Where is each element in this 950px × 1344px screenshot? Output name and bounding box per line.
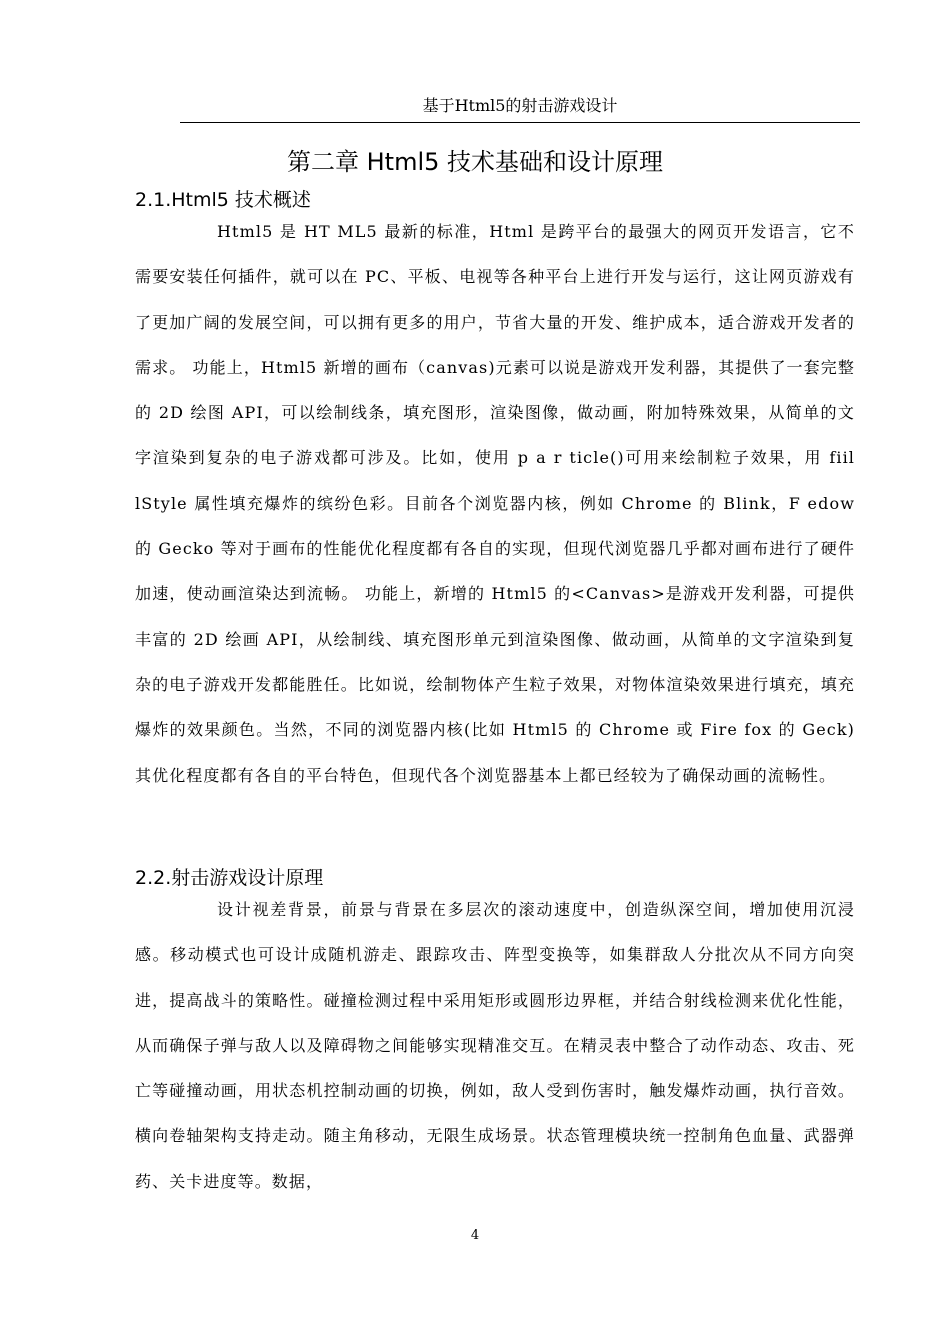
chapter-title: 第二章 Html5 技术基础和设计原理 xyxy=(286,148,664,176)
running-header: 基于Html5的射击游戏设计 xyxy=(180,92,860,123)
page-number: 4 xyxy=(470,1228,480,1243)
section-title-2-1: 2.1.Html5 技术概述 xyxy=(135,189,311,211)
section-body-2-1: Html5 是 HT ML5 最新的标准，Html 是跨平台的最强大的网页开发语言，它不需要安装任何插件，就可以在 PC、平板、电视等各种平台上进行开发与运行，这让网页游戏有了更加广阔的发展空间，可以拥有更多的用户，节省大量的开发、维护成本，适合游戏开发者的需求。 功能上，Html5 新增的画布（canvas)元素可以说是游戏开发利器，其提供了一套完整的 2D 绘图 API，可以绘制线条，填充图形，渲染图像，做动画，附加特殊效果，从简单的文字渲染到复杂的电子游戏都可涉及。比如，使用 p a r ticle()可用来绘制粒子效果，用 fiil lStyle 属性填充爆炸的缤纷色彩。目前各个浏览器内核，例如 Chrome 的 Blink，F edow 的 Gecko 等对于画布的性能优化程度都有各自的实现，但现代浏览器几乎都对画布进行了硬件加速，使动画渲染达到流畅。 功能上，新增的 Html5 的<Canvas>是游戏开发利器，可提供丰富的 2D 绘画 API，从绘制线、填充图形单元到渲染图像、做动画，从简单的文字渲染到复杂的电子游戏开发都能胜任。比如说，绘制物体产生粒子效果，对物体渲染效果进行填充，填充爆炸的效果颜色。当然，不同的浏览器内核(比如 Html5 的 Chrome 或 Fire fox 的 Geck)其优化程度都有各自的平台特色，但现代各个浏览器基本上都已经较为了确保动画的流畅性。 xyxy=(135,222,855,785)
section-title-2-2: 2.2.射击游戏设计原理 xyxy=(135,867,324,889)
section-body-2-2: 设计视差背景，前景与背景在多层次的滚动速度中，创造纵深空间，增加使用沉浸感。移动模式也可设计成随机游走、跟踪攻击、阵型变换等，如集群敌人分批次从不同方向突进，提高战斗的策略性。碰撞检测过程中采用矩形或圆形边界框，并结合射线检测来优化性能，从而确保子弹与敌人以及障碍物之间能够实现精准交互。在精灵表中整合了动作动态、攻击、死亡等碰撞动画，用状态机控制动画的切换，例如，敌人受到伤害时，触发爆炸动画，执行音效。横向卷轴架构支持走动。随主角移动，无限生成场景。状态管理模块统一控制角色血量、武器弹药、关卡进度等。数据， xyxy=(135,900,855,1191)
